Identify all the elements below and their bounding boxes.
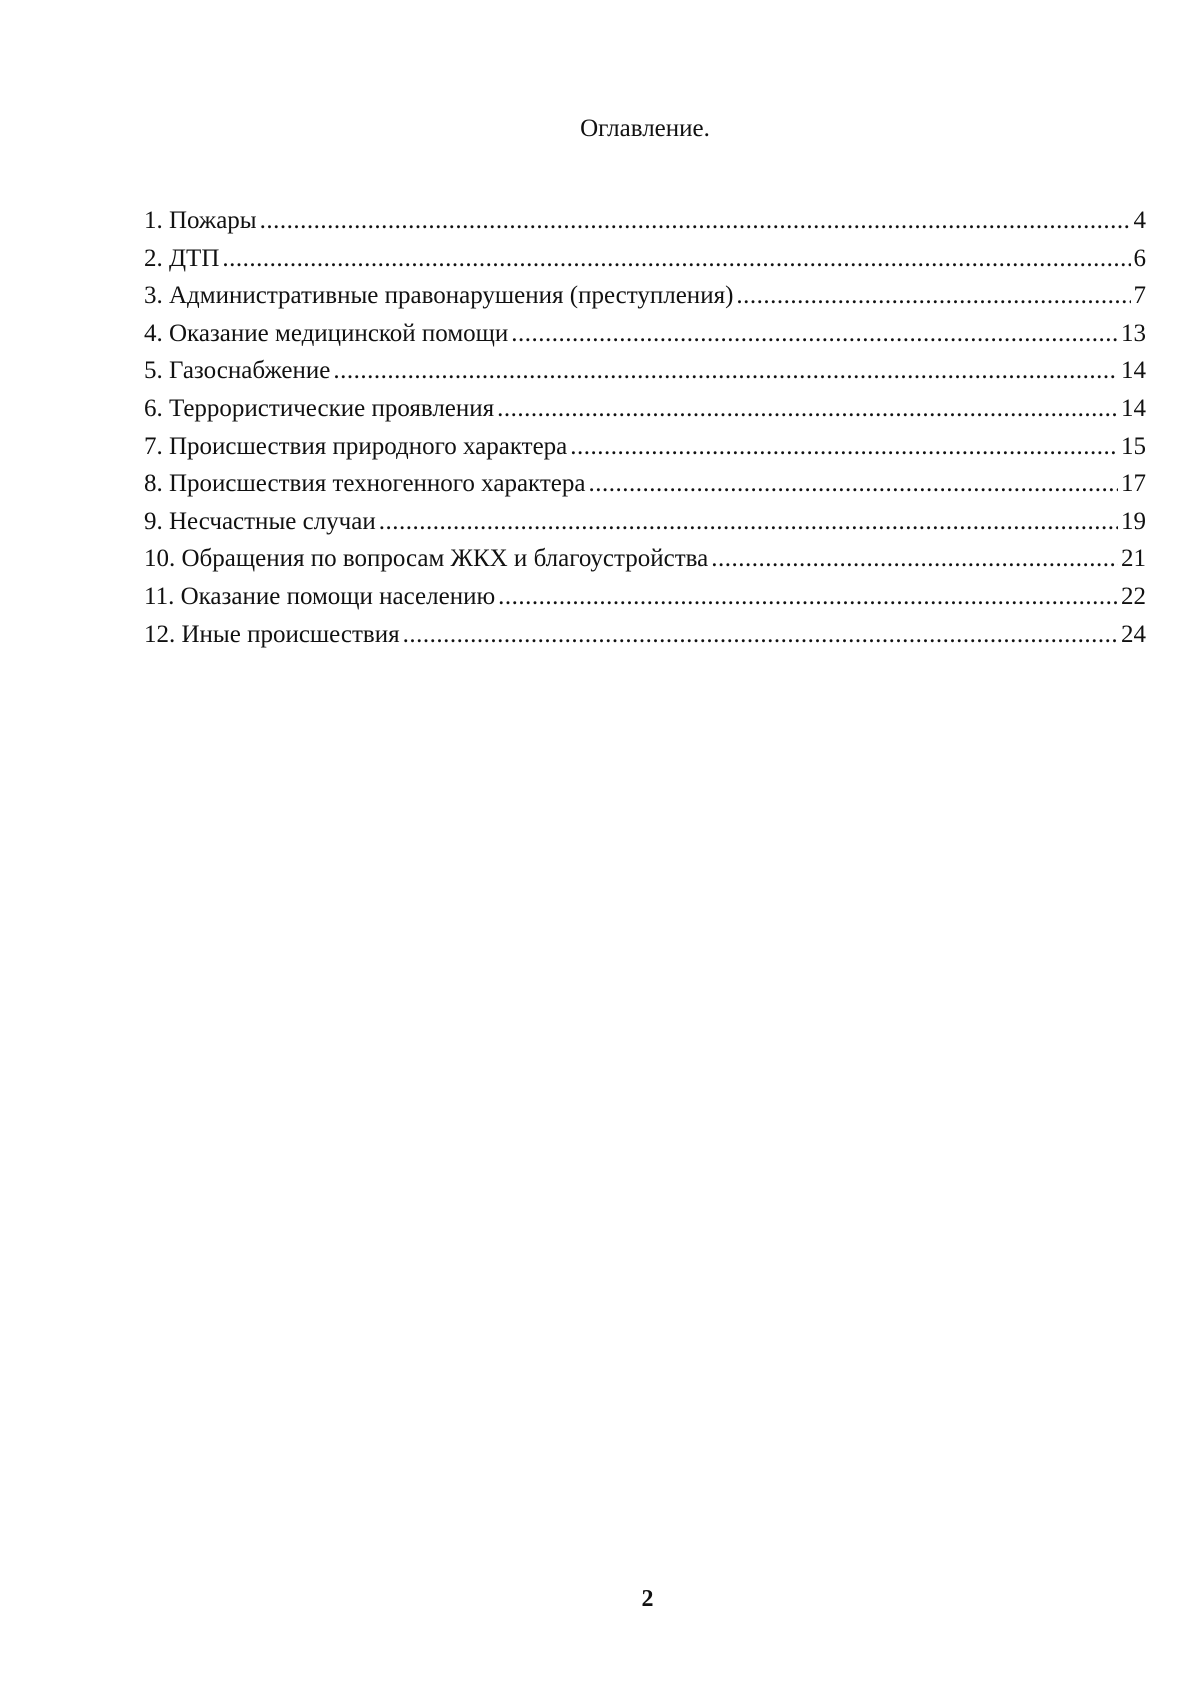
toc-entry-label: 5. Газоснабжение [144,357,331,385]
toc-entry[interactable] [144,281,1146,319]
toc-entry[interactable] [144,319,1146,357]
toc-dot-leader [511,319,1118,349]
table-of-contents [144,206,1146,657]
toc-dot-leader [498,582,1118,612]
toc-dot-leader [333,356,1118,386]
toc-entry[interactable] [144,206,1146,244]
toc-entry-label: 6. Террористические проявления [144,394,495,422]
toc-entry[interactable] [144,469,1146,507]
toc-entry-page: 4 [1133,207,1146,234]
toc-entry-label: 10. Обращения по вопросам ЖКХ и благоустройства [144,545,709,573]
toc-entry-page: 7 [1133,282,1146,310]
toc-entry[interactable] [144,394,1146,432]
toc-dot-leader [403,620,1118,650]
toc-dot-leader [379,507,1118,537]
toc-entry[interactable] [144,620,1146,658]
toc-entry-page: 6 [1133,244,1146,272]
toc-entry-label: 4. Оказание медицинской помощи [144,319,509,347]
toc-entry-page: 24 [1121,620,1146,648]
toc-dot-leader [222,244,1130,274]
toc-entry-label: 3. Административные правонарушения (преступления) [144,282,734,310]
toc-entry-label: 11. Оказание помощи населению [144,582,496,610]
toc-entry-label: 1. Пожары [144,207,257,234]
toc-dot-leader [711,544,1118,574]
toc-entry-page: 21 [1121,545,1146,573]
toc-entry-page: 13 [1121,319,1146,347]
toc-entry-label: 9. Несчастные случаи [144,507,376,535]
toc-entry[interactable] [144,356,1146,394]
toc-entry-page: 17 [1121,470,1146,498]
toc-dot-leader [588,469,1118,499]
toc-dot-leader [570,432,1118,462]
toc-entry[interactable] [144,432,1146,470]
toc-dot-leader [497,394,1118,424]
toc-entry-label: 8. Происшествия техногенного характера [144,470,586,498]
toc-entry-page: 15 [1121,432,1146,460]
toc-entry-label: 2. ДТП [144,244,220,272]
toc-entry-page: 14 [1121,357,1146,385]
toc-dot-leader [260,206,1131,236]
page-title: Оглавление. [580,115,710,142]
toc-entry-page: 22 [1121,582,1146,610]
toc-entry[interactable] [144,507,1146,545]
toc-entry[interactable] [144,244,1146,282]
toc-entry-page: 19 [1121,507,1146,535]
toc-entry[interactable] [144,544,1146,582]
page-number: 2 [641,1586,654,1612]
toc-dot-leader [736,281,1130,311]
toc-entry[interactable] [144,582,1146,620]
toc-entry-label: 7. Происшествия природного характера [144,432,568,460]
toc-entry-page: 14 [1121,394,1146,422]
toc-entry-label: 12. Иные происшествия [144,620,400,648]
